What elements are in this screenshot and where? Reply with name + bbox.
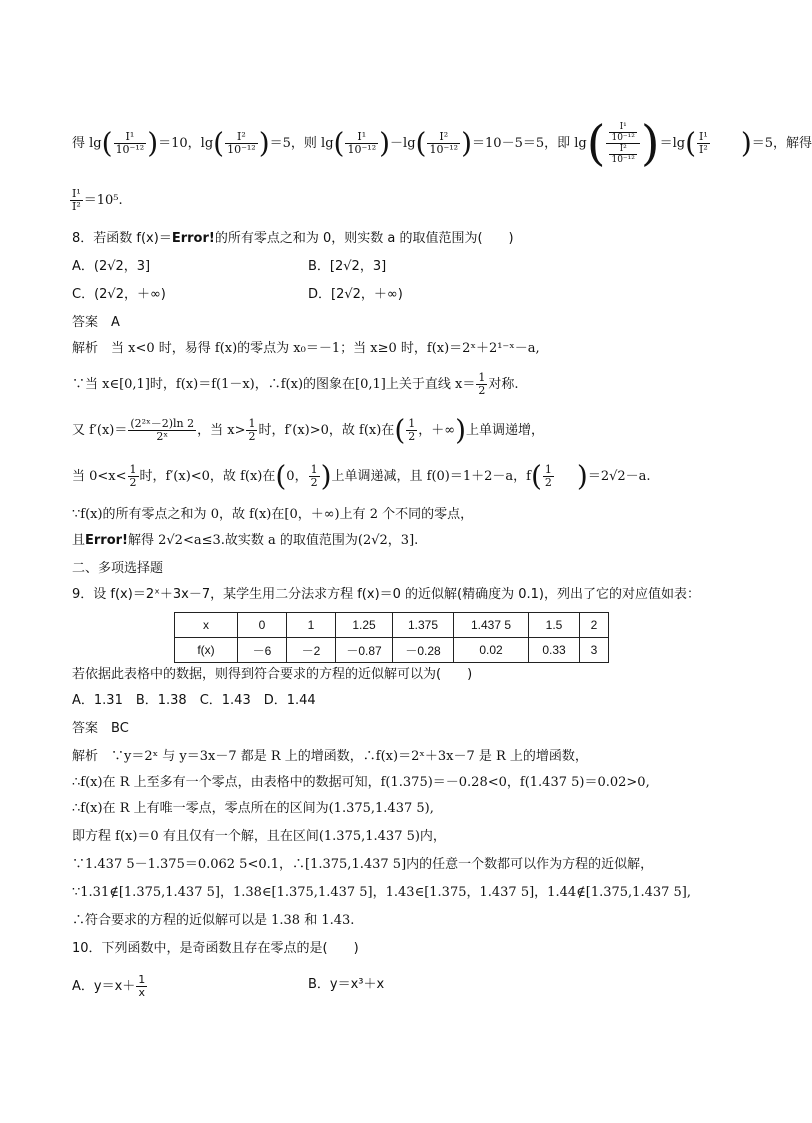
text: 当 0<x<	[72, 469, 127, 484]
compound-fraction	[606, 122, 639, 165]
value-table	[174, 612, 609, 663]
question-9-stem: 9．设 f(x)＝2ˣ＋3x－7，某学生用二分法求方程 f(x)＝0 的近似解(精确度为 0.1)，列出了它的对应值如表：	[72, 587, 700, 602]
denominator: 10⁻¹²	[611, 133, 635, 143]
paren: (	[586, 115, 606, 172]
paren: )	[461, 126, 473, 160]
text: 且	[72, 533, 86, 548]
text: 解得 2√2<a≤3.故实数 a 的取值范围为(2√2，3].	[128, 533, 419, 548]
answer-8: 答案 A	[72, 315, 120, 330]
solution-9-line-2: ∴f(x)在 R 上至多有一个零点，由表格中的数据可知，f(1.375)＝－0.28<0，f(1.437 5)＝0.02>0,	[72, 775, 650, 790]
fraction	[246, 418, 257, 443]
text: A．y＝x＋	[72, 979, 136, 994]
numerator	[606, 122, 639, 144]
answer-9: 答案 BC	[72, 721, 129, 736]
numerator: 1	[478, 371, 486, 384]
table-cell: 0	[238, 613, 287, 638]
paren: )	[740, 126, 752, 160]
table-cell: 2	[580, 613, 609, 638]
paren: )	[576, 459, 588, 493]
question-9-options: A．1.31 B．1.38 C．1.43 D．1.44	[72, 693, 316, 708]
fraction	[128, 464, 139, 489]
text: 对称.	[488, 377, 519, 392]
solution-8-line-1: 解析 当 x<0 时，易得 f(x)的零点为 x₀＝－1；当 x≥0 时，f(x)＝2ˣ＋2¹⁻ˣ－a,	[72, 341, 540, 356]
denominator: 10⁻¹²	[429, 143, 459, 156]
numerator: I²	[225, 131, 258, 144]
denominator: 2	[544, 476, 552, 489]
section-heading: 二、多项选择题	[72, 561, 164, 576]
text: ∵当 x∈[0,1]时，f(x)＝f(1－x)，∴f(x)的图象在[0,1]上关于直线 x＝	[72, 377, 476, 392]
paren: )	[455, 413, 467, 447]
question-9-prompt: 若依据此表格中的数据，则得到符合要求的方程的近似解可以为( )	[72, 667, 473, 682]
table-row	[175, 638, 609, 663]
solution-8-line-5: ∵f(x)的所有零点之和为 0，故 f(x)在[0，＋∞)上有 2 个不同的零点，	[72, 507, 474, 522]
question-8-stem	[72, 230, 514, 248]
paren: (	[530, 459, 542, 493]
numerator: 1	[129, 463, 137, 476]
paren: )	[379, 126, 391, 160]
numerator: I¹	[72, 187, 81, 200]
fraction	[136, 974, 147, 999]
table-cell: －2	[287, 638, 336, 663]
numerator: 1	[248, 417, 256, 430]
formula-line-1	[72, 115, 812, 172]
paren: )	[320, 459, 332, 493]
solution-9-line-7: ∴符合要求的方程的近似解可以是 1.38 和 1.43.	[72, 913, 355, 928]
fraction	[114, 131, 147, 156]
denominator: 2	[310, 476, 318, 489]
table-cell: 0.02	[454, 638, 529, 663]
text: ＝5，则 lg	[269, 136, 334, 151]
q10-option-b: B．y＝x³＋x	[308, 977, 385, 992]
text: －lg	[390, 136, 416, 151]
numerator: 1	[138, 973, 146, 986]
text: 0，	[286, 469, 308, 484]
option-a: A．(2√2，3]	[72, 259, 151, 274]
table-cell: x	[175, 613, 238, 638]
option-c: C．(2√2，＋∞)	[72, 287, 166, 302]
paren: (	[333, 126, 345, 160]
text: 8．若函数 f(x)＝	[72, 231, 172, 246]
table-cell: 3	[580, 638, 609, 663]
denominator: 10⁻¹²	[227, 143, 256, 156]
paren: )	[147, 126, 159, 160]
text: ＝10－5＝5，即 lg	[472, 136, 587, 151]
text: 的所有零点之和为 0，则实数 a 的取值范围为( )	[214, 231, 514, 246]
text: ，＋∞	[418, 423, 456, 438]
text: 得 lg	[72, 136, 102, 151]
paren: (	[685, 126, 697, 160]
table-cell: 0.33	[529, 638, 580, 663]
text: 又 f′(x)＝	[72, 423, 128, 438]
text: ＝5，解得	[751, 136, 812, 151]
numerator: I²	[609, 144, 636, 155]
denominator: 10⁻¹²	[115, 143, 145, 156]
fraction	[225, 131, 258, 156]
paren: (	[415, 126, 427, 160]
fraction	[697, 131, 710, 156]
denominator: 10⁻¹²	[347, 143, 377, 156]
denominator	[606, 144, 639, 165]
text: ，当 x>	[197, 423, 246, 438]
numerator: I¹	[114, 131, 147, 144]
numerator: 1	[544, 463, 552, 476]
paren: (	[275, 459, 287, 493]
table-cell: 1.25	[336, 613, 393, 638]
solution-9-line-5: ∵1.437 5－1.375＝0.062 5<0.1，∴[1.375,1.437 5]内的任意一个数都可以作为方程的近似解，	[72, 857, 654, 872]
table-cell: f(x)	[175, 638, 238, 663]
fraction	[70, 188, 83, 213]
error-text: Error!	[171, 231, 215, 246]
fraction	[427, 131, 460, 156]
fraction	[345, 131, 378, 156]
fraction	[128, 418, 196, 443]
denominator: 2	[408, 430, 416, 443]
text: ＝2√2－a.	[587, 469, 651, 484]
solution-9-line-6: ∵1.31∉[1.375,1.437 5]，1.38∈[1.375,1.437 5]，1.43∈[1.375，1.437 5]，1.44∉[1.375,1.437 5],	[72, 885, 691, 900]
q10-option-a	[72, 974, 148, 999]
numerator: 1	[310, 463, 318, 476]
formula-line-2	[72, 188, 123, 213]
denominator: I²	[72, 200, 81, 213]
solution-9-line-3: ∴f(x)在 R 上有唯一零点，零点所在的区间为(1.375,1.437 5),	[72, 801, 434, 816]
error-text: Error!	[85, 533, 128, 548]
table-cell: 1	[287, 613, 336, 638]
fraction	[543, 464, 554, 489]
numerator: (2²ˣ－2)ln 2	[130, 417, 195, 430]
table-cell: 1.437 5	[454, 613, 529, 638]
table-cell: －0.87	[336, 638, 393, 663]
question-10-stem: 10．下列函数中，是奇函数且存在零点的是( )	[72, 941, 359, 956]
table-row	[175, 613, 609, 638]
option-b: B．[2√2，3]	[308, 259, 387, 274]
text: 上单调递减，且 f(0)＝1＋2－a，f	[331, 469, 531, 484]
denominator: 10⁻¹²	[611, 155, 635, 165]
denominator: I²	[699, 143, 708, 156]
numerator: I¹	[609, 122, 636, 133]
fraction	[476, 372, 487, 397]
denominator: 2	[478, 384, 486, 397]
fraction	[609, 144, 636, 165]
denominator: x	[138, 986, 146, 999]
table-cell: －6	[238, 638, 287, 663]
paren: )	[640, 115, 660, 172]
solution-8-line-2	[72, 372, 518, 397]
text: ＝lg	[659, 136, 686, 151]
paren: (	[213, 126, 225, 160]
option-d: D．[2√2，＋∞)	[308, 287, 403, 302]
fraction	[406, 418, 417, 443]
table-cell: －0.28	[393, 638, 454, 663]
paren: (	[394, 413, 406, 447]
table-cell: 1.5	[529, 613, 580, 638]
numerator: I²	[427, 131, 460, 144]
paren: )	[258, 126, 270, 160]
fraction	[609, 122, 636, 143]
text: ＝10，lg	[158, 136, 214, 151]
solution-9-line-1: 解析 ∵y＝2ˣ 与 y＝3x－7 都是 R 上的增函数，∴f(x)＝2ˣ＋3x－7 是 R 上的增函数，	[72, 749, 588, 764]
denominator: 2	[129, 476, 137, 489]
text: ＝10⁵.	[83, 193, 123, 208]
table-cell: 1.375	[393, 613, 454, 638]
text: 时，f′(x)>0，故 f(x)在	[258, 423, 395, 438]
text: 时，f′(x)<0，故 f(x)在	[139, 469, 276, 484]
solution-8-line-4	[72, 459, 651, 493]
paren: (	[101, 126, 113, 160]
numerator: 1	[408, 417, 416, 430]
text: 上单调递增，	[466, 423, 545, 438]
denominator: 2	[248, 430, 256, 443]
fraction	[309, 464, 320, 489]
denominator: 2ˣ	[156, 430, 169, 443]
numerator: I¹	[699, 130, 708, 143]
solution-8-line-6	[72, 532, 418, 550]
numerator: I¹	[345, 131, 378, 144]
solution-9-line-4: 即方程 f(x)＝0 有且仅有一个解，且在区间(1.375,1.437 5)内，	[72, 829, 446, 844]
solution-8-line-3	[72, 413, 545, 447]
